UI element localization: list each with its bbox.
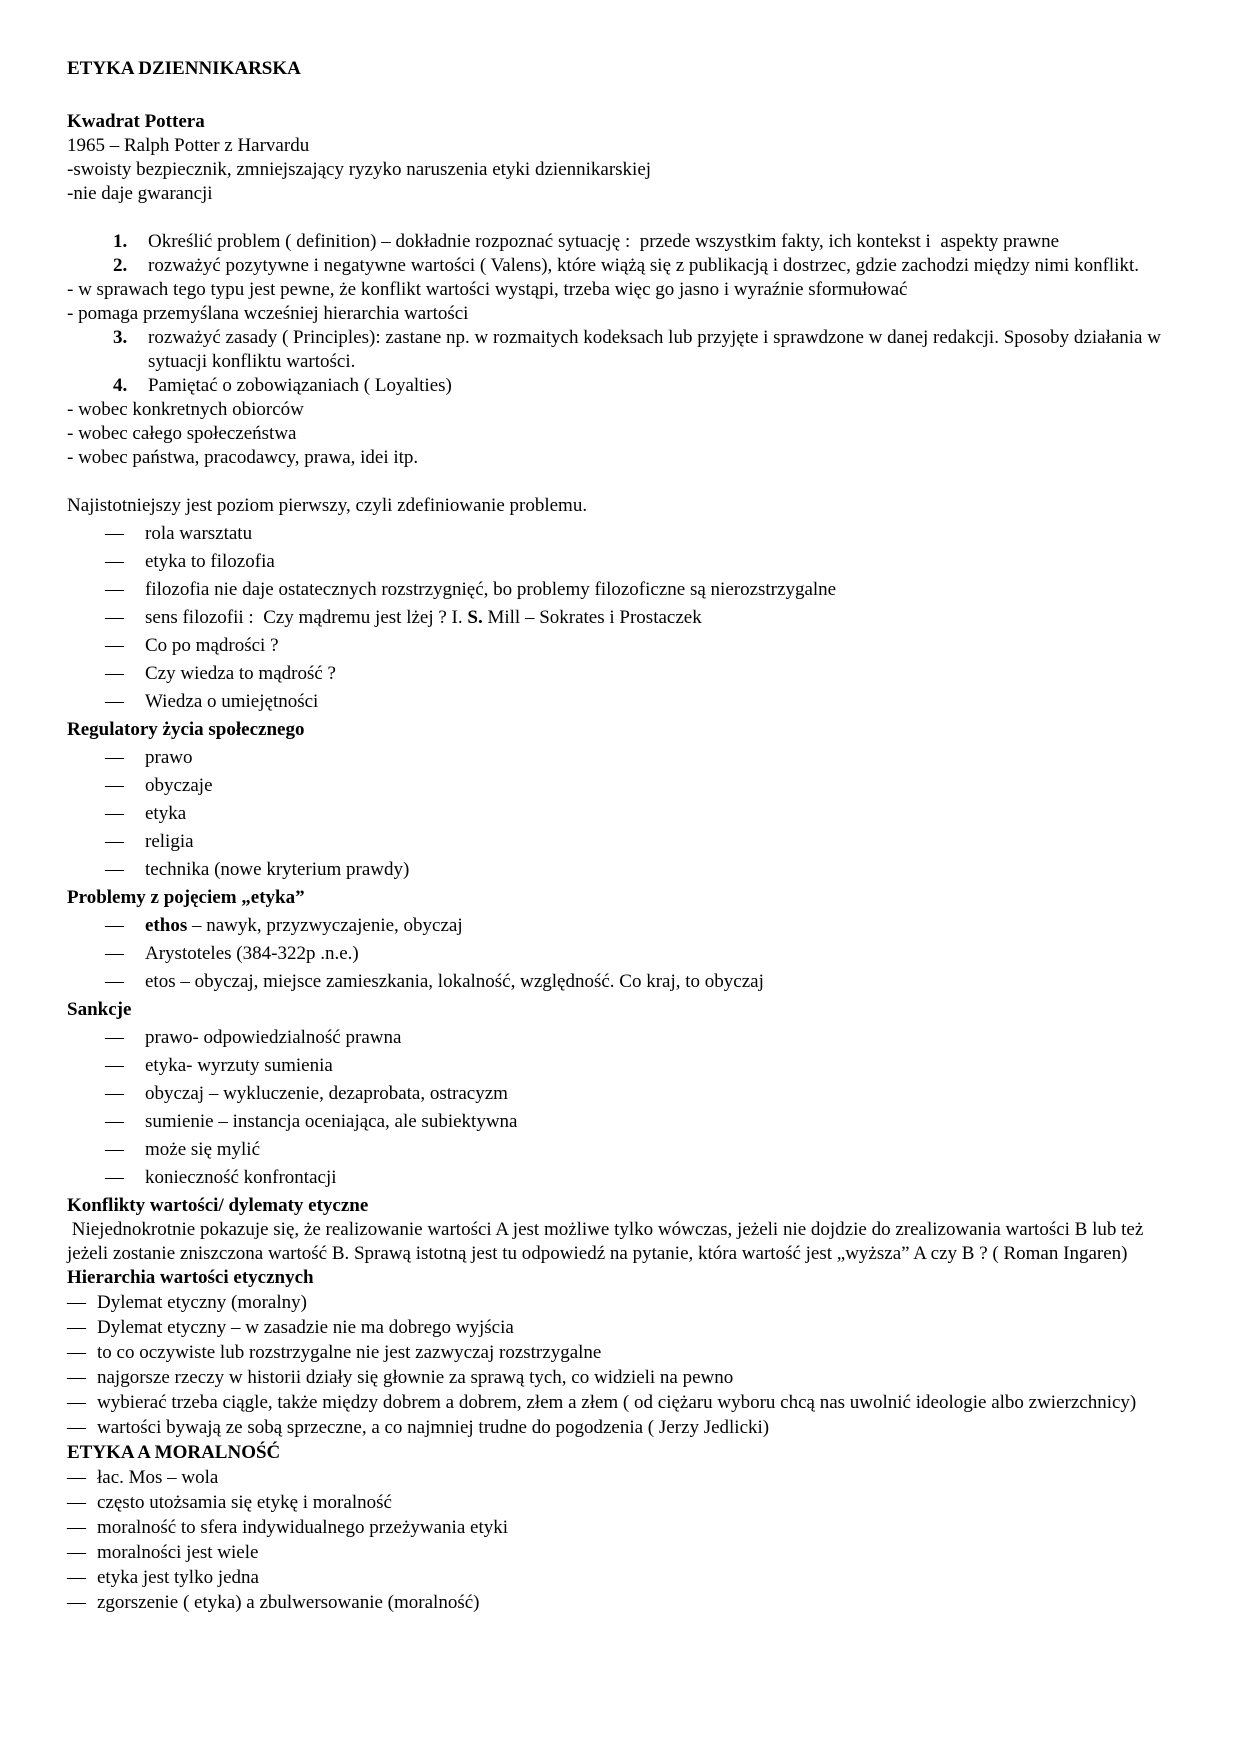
text-content: często utożsamia się etykę i moralność xyxy=(97,1492,392,1513)
text-content: Dylemat etyczny – w zasadzie nie ma dobrego wyjścia xyxy=(97,1317,514,1338)
text-content: to co oczywiste lub rozstrzygalne nie jest zazwyczaj rozstrzygalne xyxy=(97,1342,602,1363)
dash-bullet: — xyxy=(67,1592,86,1613)
dash-list-item xyxy=(67,746,1180,770)
text-content: Problemy z pojęciem „etyka” xyxy=(67,887,305,908)
text-content: wartości bywają ze sobą sprzeczne, a co najmniej trudne do pogodzenia ( Jerzy Jedlicki) xyxy=(97,1417,770,1438)
text-content xyxy=(145,607,702,628)
dash-list-item xyxy=(67,1082,1180,1106)
text-content: wybierać trzeba ciągle, także między dobrem a dobrem, złem a złem ( od ciężaru wyboru chcą nas uwolnić ideologie albo zwierzchnicy) xyxy=(97,1392,1137,1413)
dash-list-item-outer xyxy=(67,1491,1180,1515)
section-heading xyxy=(67,110,1180,134)
text-content: Regulatory życia społecznego xyxy=(67,719,305,740)
text-content: Kwadrat Pottera xyxy=(67,111,205,132)
text-content: prawo- odpowiedzialność prawna xyxy=(145,1027,402,1048)
blank-line xyxy=(67,86,1180,110)
text-content: sumienie – instancja oceniająca, ale subiektywna xyxy=(145,1111,518,1132)
dash-bullet: — xyxy=(105,859,124,880)
text-content: Pamiętać o zobowiązaniach ( Loyalties) xyxy=(148,375,452,396)
dash-bullet: — xyxy=(67,1292,86,1313)
dash-bullet: — xyxy=(105,551,124,572)
numbered-list-item xyxy=(67,230,1180,254)
dash-bullet: — xyxy=(105,943,124,964)
text-line xyxy=(67,422,1180,446)
dash-bullet: — xyxy=(105,1055,124,1076)
text-content: etos – obyczaj, miejsce zamieszkania, lokalność, względność. Co kraj, to obyczaj xyxy=(145,971,764,992)
dash-bullet: — xyxy=(105,803,124,824)
dash-bullet: — xyxy=(67,1342,86,1363)
section-heading xyxy=(67,1266,1180,1290)
dash-bullet: — xyxy=(67,1517,86,1538)
dash-bullet: — xyxy=(105,1083,124,1104)
text-content: religia xyxy=(145,831,194,852)
text-content: etyka to filozofia xyxy=(145,551,275,572)
dash-bullet: — xyxy=(105,915,124,936)
dash-bullet: — xyxy=(105,775,124,796)
section-heading xyxy=(67,886,1180,910)
section-heading xyxy=(67,998,1180,1022)
dash-bullet: — xyxy=(105,747,124,768)
text-content xyxy=(145,915,463,936)
bold-text: ethos xyxy=(145,915,188,936)
dash-bullet: — xyxy=(105,663,124,684)
text-content: obyczaje xyxy=(145,775,213,796)
text-content: Wiedza o umiejętności xyxy=(145,691,319,712)
text-content: Najistotniejszy jest poziom pierwszy, czyli zdefiniowanie problemu. xyxy=(67,495,588,516)
dash-list-item xyxy=(67,550,1180,574)
text-line xyxy=(67,398,1180,422)
dash-list-item xyxy=(67,1138,1180,1162)
dash-list-item xyxy=(67,662,1180,686)
paragraph xyxy=(67,1218,1180,1266)
text-content: może się mylić xyxy=(145,1139,261,1160)
list-number: 1. xyxy=(113,231,128,252)
text-content: Arystoteles (384-322p .n.e.) xyxy=(145,943,359,964)
list-number: 2. xyxy=(113,255,128,276)
text-content: Konflikty wartości/ dylematy etyczne xyxy=(67,1195,369,1216)
text-content: Czy wiedza to mądrość ? xyxy=(145,663,336,684)
numbered-list-item xyxy=(67,254,1180,278)
text-content: rozważyć pozytywne i negatywne wartości ( Valens), które wiążą się z publikacją i dostrzec, gdzie zachodzi między nimi konflikt. xyxy=(148,255,1139,276)
text-content: Sankcje xyxy=(67,999,132,1020)
text-content: Określić problem ( definition) – dokładnie rozpoznać sytuację : przede wszystkim fakty, ich kontekst i aspekty prawne xyxy=(148,231,1060,252)
dash-list-item xyxy=(67,858,1180,882)
text-content: Dylemat etyczny (moralny) xyxy=(97,1292,307,1313)
dash-list-item xyxy=(67,942,1180,966)
text-content: etyka xyxy=(145,803,187,824)
dash-bullet: — xyxy=(67,1392,86,1413)
text-content: ETYKA DZIENNIKARSKA xyxy=(67,58,301,79)
regular-text: Mill – Sokrates i Prostaczek xyxy=(482,607,702,628)
text-content: Hierarchia wartości etycznych xyxy=(67,1267,314,1288)
dash-bullet: — xyxy=(67,1467,86,1488)
dash-bullet: — xyxy=(105,607,124,628)
regular-text: – nawyk, przyzwyczajenie, obyczaj xyxy=(187,915,463,936)
numbered-list-item xyxy=(67,326,1180,374)
text-content: zgorszenie ( etyka) a zbulwersowanie (moralność) xyxy=(97,1592,480,1613)
text-content: łac. Mos – wola xyxy=(97,1467,219,1488)
dash-list-item-outer xyxy=(67,1541,1180,1565)
dash-list-item-outer xyxy=(67,1566,1180,1590)
dash-list-item-outer xyxy=(67,1516,1180,1540)
text-content: -swoisty bezpiecznik, zmniejszający ryzyko naruszenia etyki dziennikarskiej xyxy=(67,159,652,180)
dash-list-item-outer xyxy=(67,1341,1180,1365)
dash-bullet: — xyxy=(67,1367,86,1388)
text-content: - wobec państwa, pracodawcy, prawa, idei itp. xyxy=(67,447,419,468)
dash-bullet: — xyxy=(105,579,124,600)
dash-list-item-outer xyxy=(67,1316,1180,1340)
dash-bullet: — xyxy=(105,1111,124,1132)
dash-bullet: — xyxy=(67,1317,86,1338)
regular-text: sens filozofii : Czy mądremu jest lżej ? I. xyxy=(145,607,468,628)
dash-list-item xyxy=(67,774,1180,798)
dash-list-item xyxy=(67,1166,1180,1190)
text-content: 1965 – Ralph Potter z Harvardu xyxy=(67,135,310,156)
dash-list-item xyxy=(67,802,1180,826)
text-content: - wobec całego społeczeństwa xyxy=(67,423,297,444)
dash-list-item xyxy=(67,914,1180,938)
text-content: technika (nowe kryterium prawdy) xyxy=(145,859,410,880)
dash-list-item xyxy=(67,1026,1180,1050)
dash-list-item-outer xyxy=(67,1416,1180,1440)
document-title xyxy=(67,57,1180,81)
dash-bullet: — xyxy=(67,1417,86,1438)
text-content: etyka- wyrzuty sumienia xyxy=(145,1055,333,1076)
text-line xyxy=(67,278,1180,302)
dash-list-item xyxy=(67,1054,1180,1078)
text-content: - wobec konkretnych obiorców xyxy=(67,399,304,420)
dash-list-item xyxy=(67,970,1180,994)
dash-bullet: — xyxy=(105,831,124,852)
text-line xyxy=(67,302,1180,326)
blank-line xyxy=(67,470,1180,494)
text-content: - w sprawach tego typu jest pewne, że konflikt wartości wystąpi, trzeba więc go jasno i wyraźnie sformułować xyxy=(67,279,908,300)
blank-line xyxy=(67,206,1180,230)
text-line xyxy=(67,158,1180,182)
dash-bullet: — xyxy=(67,1542,86,1563)
text-line xyxy=(67,446,1180,470)
text-content: Niejednokrotnie pokazuje się, że realizowanie wartości A jest możliwe tylko wówczas, jeżeli nie dojdzie do zrealizowania wartości B lub też jeżeli zostanie zniszczona wartość B. Sprawą istotną jest tu odpowiedź na pytanie, która wartość jest „wyższa” A czy B ? ( Roman Ingaren) xyxy=(67,1219,1149,1264)
dash-bullet: — xyxy=(67,1567,86,1588)
text-content: - pomaga przemyślana wcześniej hierarchia wartości xyxy=(67,303,469,324)
text-content: ETYKA A MORALNOŚĆ xyxy=(67,1442,281,1463)
text-content: etyka jest tylko jedna xyxy=(97,1567,259,1588)
dash-list-item-outer xyxy=(67,1291,1180,1315)
dash-bullet: — xyxy=(105,1139,124,1160)
dash-list-item xyxy=(67,634,1180,658)
text-line xyxy=(67,134,1180,158)
text-line xyxy=(67,494,1180,518)
text-content: obyczaj – wykluczenie, dezaprobata, ostracyzm xyxy=(145,1083,508,1104)
dash-bullet: — xyxy=(105,1167,124,1188)
text-content: rozważyć zasady ( Principles): zastane np. w rozmaitych kodeksach lub przyjęte i sprawdzone w danej redakcji. Sposoby działania w sytuacji konfliktu wartości. xyxy=(148,327,1166,372)
text-content: filozofia nie daje ostatecznych rozstrzygnięć, bo problemy filozoficzne są nierozstrzygalne xyxy=(145,579,837,600)
text-content: Co po mądrości ? xyxy=(145,635,279,656)
text-content: najgorsze rzeczy w historii działy się głownie za sprawą tych, co widzieli na pewno xyxy=(97,1367,734,1388)
dash-list-item-outer xyxy=(67,1466,1180,1490)
list-number: 4. xyxy=(113,375,128,396)
section-heading xyxy=(67,718,1180,742)
list-number: 3. xyxy=(113,327,128,348)
dash-list-item xyxy=(67,690,1180,714)
dash-bullet: — xyxy=(67,1492,86,1513)
dash-bullet: — xyxy=(105,523,124,544)
text-content: moralność to sfera indywidualnego przeżywania etyki xyxy=(97,1517,508,1538)
dash-list-item-outer xyxy=(67,1391,1180,1415)
bold-text: S. xyxy=(467,607,483,628)
dash-bullet: — xyxy=(105,971,124,992)
text-content: -nie daje gwarancji xyxy=(67,183,213,204)
section-heading xyxy=(67,1441,1180,1465)
dash-list-item xyxy=(67,578,1180,602)
text-content: moralności jest wiele xyxy=(97,1542,259,1563)
text-content: prawo xyxy=(145,747,193,768)
dash-bullet: — xyxy=(105,635,124,656)
dash-list-item xyxy=(67,606,1180,630)
text-line xyxy=(67,182,1180,206)
dash-list-item xyxy=(67,830,1180,854)
dash-list-item xyxy=(67,522,1180,546)
dash-bullet: — xyxy=(105,691,124,712)
dash-list-item xyxy=(67,1110,1180,1134)
text-content: konieczność konfrontacji xyxy=(145,1167,337,1188)
numbered-list-item xyxy=(67,374,1180,398)
text-content: rola warsztatu xyxy=(145,523,253,544)
dash-list-item-outer xyxy=(67,1591,1180,1615)
dash-bullet: — xyxy=(105,1027,124,1048)
dash-list-item-outer xyxy=(67,1366,1180,1390)
section-heading xyxy=(67,1194,1180,1218)
